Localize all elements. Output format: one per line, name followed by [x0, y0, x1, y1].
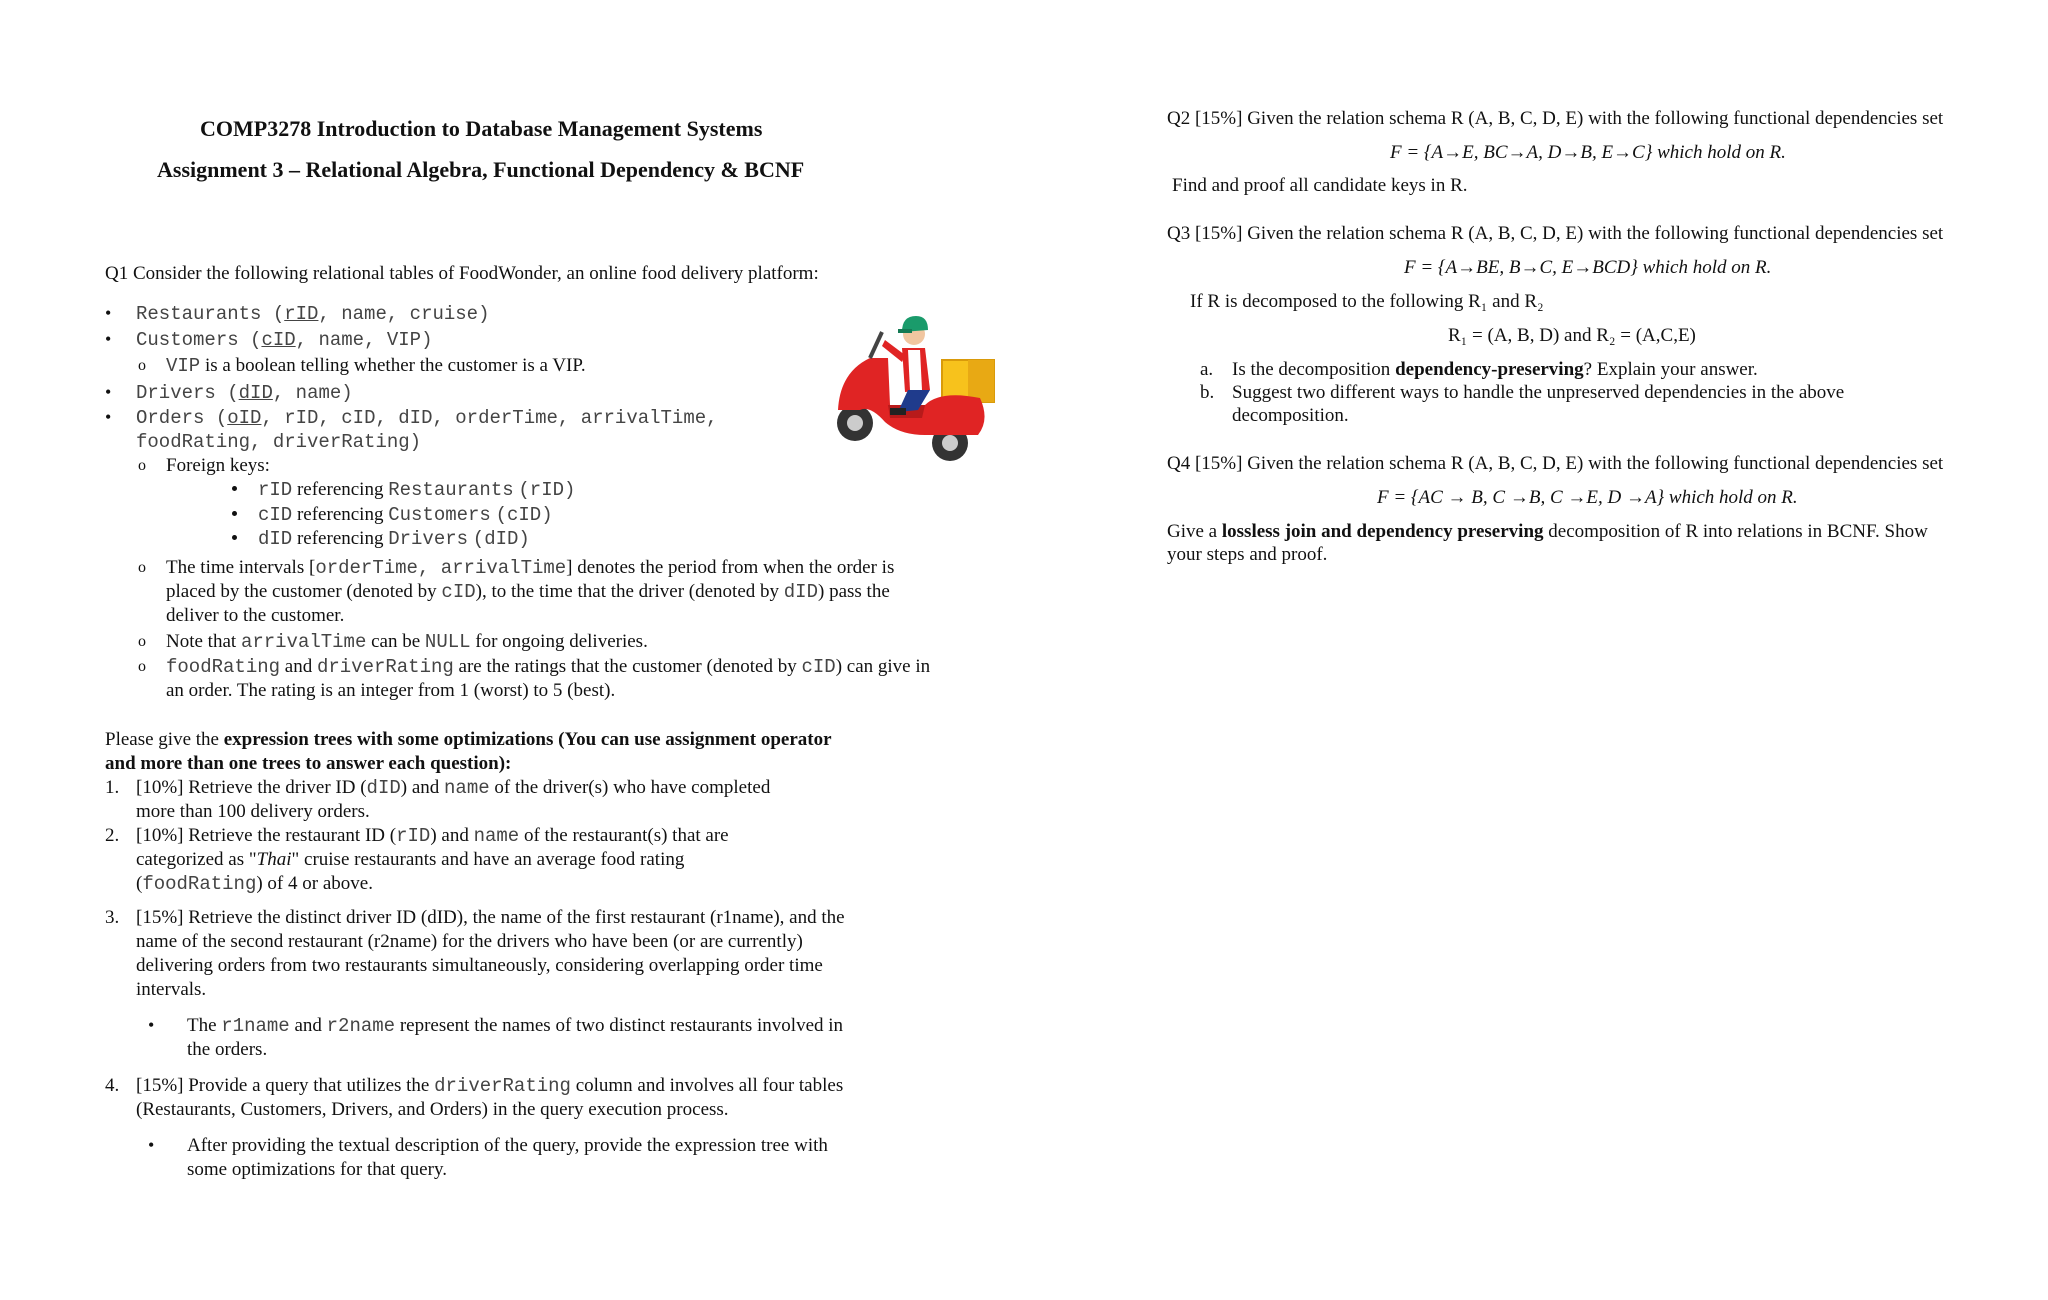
bullet-icon: • [105, 303, 112, 323]
table-orders-cont: foodRating, driverRating) [136, 431, 422, 453]
fk-did: dID referencing Drivers (dID) [258, 528, 530, 550]
q3-b-line1: Suggest two different ways to handle the unpreserved dependencies in the above [1232, 382, 1845, 403]
table-restaurants: Restaurants (rID, name, cruise) [136, 303, 490, 325]
question-3-sub-line2: the orders. [187, 1039, 268, 1060]
assignment-title: Assignment 3 – Relational Algebra, Functional Dependency & BCNF [157, 157, 805, 182]
null-note: Note that arrivalTime can be NULL for ongoing deliveries. [166, 631, 648, 653]
question-4-line1: [15%] Provide a query that utilizes the driverRating column and involves all four tables [136, 1075, 844, 1097]
time-note-line2: placed by the customer (denoted by cID), to the time that the driver (denoted by dID) pass the [166, 581, 890, 603]
q2-line1: Q2 [15%] Given the relation schema R (A, B, C, D, E) with the following functional dependencies set [1167, 108, 1944, 129]
q3-fd: F = {A→BE, B→C, E→BCD} which hold on R. [1404, 257, 1772, 278]
question-3-line1: [15%] Retrieve the distinct driver ID (dID), the name of the first restaurant (r1name), and the [136, 907, 845, 928]
instructions-line1: Please give the expression trees with some optimizations (You can use assignment operator [105, 729, 832, 750]
rating-note-line2: an order. The rating is an integer from 1 (worst) to 5 (best). [166, 680, 616, 701]
fk-cid: cID referencing Customers (cID) [258, 504, 553, 526]
question-3-sub-line1: The r1name and r2name represent the names of two distinct restaurants involved in [187, 1015, 844, 1037]
bullet-icon: • [105, 329, 112, 349]
circle-bullet-icon: o [138, 658, 146, 675]
question-3-number: 3. [105, 907, 120, 928]
question-4-sub-line1: After providing the textual description of the query, provide the expression tree with [187, 1135, 828, 1156]
delivery-scooter-icon [830, 310, 1010, 465]
helmet-visor [898, 329, 912, 333]
question-4-sub-line2: some optimizations for that query. [187, 1159, 447, 1180]
q4-line4: your steps and proof. [1167, 544, 1328, 565]
question-1-number: 1. [105, 777, 120, 798]
question-2-line1: [10%] Retrieve the restaurant ID (rID) and name of the restaurant(s) that are [136, 825, 729, 847]
q2-line3: Find and proof all candidate keys in R. [1172, 175, 1468, 196]
handlebar [870, 332, 882, 358]
bullet-icon: • [105, 382, 112, 402]
table-orders: Orders (oID, rID, cID, dID, orderTime, arrivalTime, [136, 407, 718, 429]
rear-hub [942, 435, 958, 451]
course-title: COMP3278 Introduction to Database Management Systems [200, 116, 763, 141]
q3-b-label: b. [1200, 382, 1215, 403]
question-3-line4: intervals. [136, 979, 207, 1000]
delivery-box-side [968, 360, 994, 402]
table-customers: Customers (cID, name, VIP) [136, 329, 433, 351]
table-drivers: Drivers (dID, name) [136, 382, 353, 404]
rider-shirt [908, 350, 922, 390]
vip-note: VIP is a boolean telling whether the customer is a VIP. [166, 355, 586, 377]
q2-fd: F = {A→E, BC→A, D→B, E→C} which hold on R. [1390, 142, 1786, 163]
rider-shoe [890, 408, 906, 415]
circle-bullet-icon: o [138, 633, 146, 650]
q4-line3: Give a lossless join and dependency preserving decomposition of R into relations in BCNF. Show [1167, 521, 1928, 542]
q3-decomposition: R₁ = (A, B, D) and R₂ = (A,C,E) [1448, 325, 1696, 346]
circle-bullet-icon: o [138, 559, 146, 576]
q4-fd: F = {AC → B, C →B, C →E, D →A} which hold on R. [1377, 487, 1798, 508]
time-note-line1: The time intervals [orderTime, arrivalTime] denotes the period from when the order is [166, 557, 895, 579]
q3-b-line2: decomposition. [1232, 405, 1349, 426]
question-3-line3: delivering orders from two restaurants simultaneously, considering overlapping order time [136, 955, 823, 976]
foreign-keys-label: Foreign keys: [166, 455, 270, 476]
bullet-icon: • [105, 407, 112, 427]
question-2-line2: categorized as "Thai" cruise restaurants and have an average food rating [136, 849, 685, 870]
question-4-line2: (Restaurants, Customers, Drivers, and Orders) in the query execution process. [136, 1099, 729, 1120]
q3-line3: If R is decomposed to the following R₁ and R₂ [1190, 291, 1544, 312]
question-2-line3: (foodRating) of 4 or above. [136, 873, 373, 895]
q4-line1: Q4 [15%] Given the relation schema R (A, B, C, D, E) with the following functional dependencies set [1167, 453, 1944, 474]
q3-a-text: Is the decomposition dependency-preserving? Explain your answer. [1232, 359, 1758, 380]
question-1-line1: [10%] Retrieve the driver ID (dID) and name of the driver(s) who have completed [136, 777, 771, 799]
question-4-number: 4. [105, 1075, 120, 1096]
bullet-icon [232, 535, 237, 540]
bullet-icon: • [148, 1135, 155, 1155]
q3-line1: Q3 [15%] Given the relation schema R (A, B, C, D, E) with the following functional dependencies set [1167, 223, 1944, 244]
question-1-line2: more than 100 delivery orders. [136, 801, 370, 822]
bullet-icon [232, 486, 237, 491]
circle-bullet-icon: o [138, 457, 146, 474]
q1-intro: Q1 Consider the following relational tables of FoodWonder, an online food delivery platform: [105, 263, 819, 284]
rating-note-line1: foodRating and driverRating are the ratings that the customer (denoted by cID) can give in [166, 656, 931, 678]
fk-rid: rID referencing Restaurants (rID) [258, 479, 576, 501]
front-hub [847, 415, 863, 431]
bullet-icon [232, 511, 237, 516]
time-note-line3: deliver to the customer. [166, 605, 345, 626]
question-2-number: 2. [105, 825, 120, 846]
circle-bullet-icon: o [138, 357, 146, 374]
question-3-line2: name of the second restaurant (r2name) for the drivers who have been (or are currently) [136, 931, 803, 952]
q3-a-label: a. [1200, 359, 1214, 380]
bullet-icon: • [148, 1015, 155, 1035]
instructions-line2: and more than one trees to answer each question): [105, 753, 512, 774]
